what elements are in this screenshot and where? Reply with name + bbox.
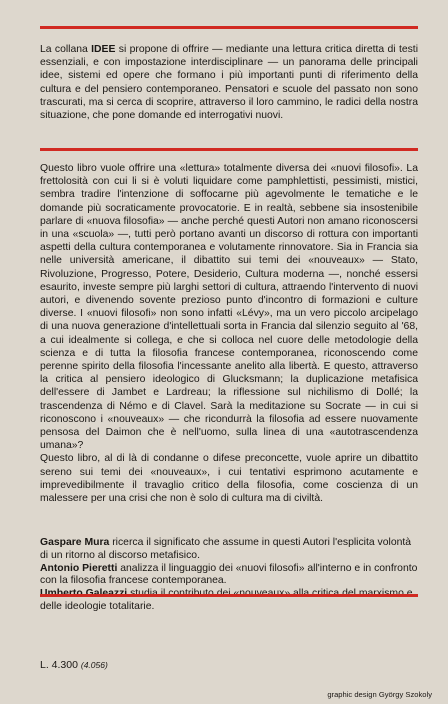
author-text: ricerca il significato che assume in questi Autori l'esplicita volontà di un ritorno al discorso metafisico.: [40, 537, 412, 561]
series-name: IDEE: [91, 44, 116, 55]
author-entry: [40, 588, 418, 614]
authors-list: [40, 537, 418, 614]
bottom-red-rule: [40, 594, 418, 597]
series-description: [40, 43, 418, 122]
author-entry: [40, 537, 418, 563]
author-name: Gaspare Mura: [40, 537, 110, 548]
price: [40, 659, 108, 671]
price-main: L. 4.300: [40, 659, 78, 671]
price-code: (4.056): [80, 660, 108, 670]
top-red-rule: [40, 26, 418, 29]
author-text: analizza il linguaggio dei «nuovi filosofi» all'interno e in confronto con la filosofia francese contemporanea.: [40, 562, 418, 587]
author-entry: [40, 563, 418, 589]
description-paragraph-1: Questo libro vuole offrire una «lettura» totalmente diversa dei «nuovi filosofi». La frettolosità con cui li si è voluti liquidare come pamphlettisti, pessimisti, mistici, sembra tradire l'intenzione di soffocarne più agevolmente le tematiche e le domande più socraticamente provocatorie. E in realtà, sebbene sia insostenibile parlare di «nuova filosofia» — anche perché questi Autori non amano riconoscersi in una «scuola» —, tutti però portano avanti un discorso di rottura con importanti aspetti della cultura contemporanea e volutamente rinnovatore. Sia in Francia sia nelle università americane, il dibattito sui temi dei «nouveaux» — Stato, Rivoluzione, Progresso, Potere, Desiderio, Cultura moderna —, nonché essersi esaurito, investe sempre più larghi settori di cultura, attraendo l'intervento di nuovi autori, e divenendo sovente prezioso punto d'incontro di formazioni e culture diverse. I «nuovi filosofi» non sono infatti «Lévy», ma un vero piccolo arcipelago di una nuova generazione d'intellettuali sorta in Francia dal silenzio seguito al '68, a cui idealmente si collega, e che si colloca nel cuore delle metodologie della scienza e di tutta la filosofia francese contemporanea, riconoscendo come perenne spirito della filosofia l'incessante anelito alla libertà. E questo, attraverso la critica al pensiero ideologico di Glucksmann; la duplicazione metafisica dell'essere di Jambet e Lardreau; la riflessione sul nichilismo di Dollé; la trascendenza di Némo e di Clavel. Sarà la meditazione su Socrate — in cui si riconoscono i «nouveaux» — che ricondurrà la filosofia ad essere nuovamente pensosa del Daimon che è nell'uomo, sulla linea di una «autotrascendenza umana»?: [40, 163, 418, 452]
middle-red-rule: [40, 148, 418, 151]
book-description: [40, 162, 418, 505]
author-text: delle ideologie totalitarie.: [40, 600, 155, 612]
description-paragraph-2: Questo libro, al di là di condanne o difese preconcette, vuole aprire un dibattito sereno sui temi dei «nouveaux», i cui tentativi esprimono acutamente e imprevedibilmente il travaglio critico della filosofia, come coscienza di un malessere per una crisi che non è solo di cultura ma di civiltà.: [40, 453, 418, 505]
author-name: Antonio Pieretti: [40, 562, 118, 574]
design-credit: graphic design György Szokoly: [327, 690, 432, 699]
intro-text: si propone di offrire — mediante una lettura critica diretta di testi essenziali, e con impostazione interdisciplinare — un panorama delle principali idee, sistemi ed opere che formano i più importanti punti di riferimento della cultura e del pensiero contemporaneo. Pensatori e scuole del passato non sono trascurati, ma si cerca di scoprire, attraverso il loro cammino, le radici della nostra situazione, che pone domande ed interrogativi nuovi.: [40, 44, 418, 122]
intro-prefix: La collana: [40, 44, 92, 55]
